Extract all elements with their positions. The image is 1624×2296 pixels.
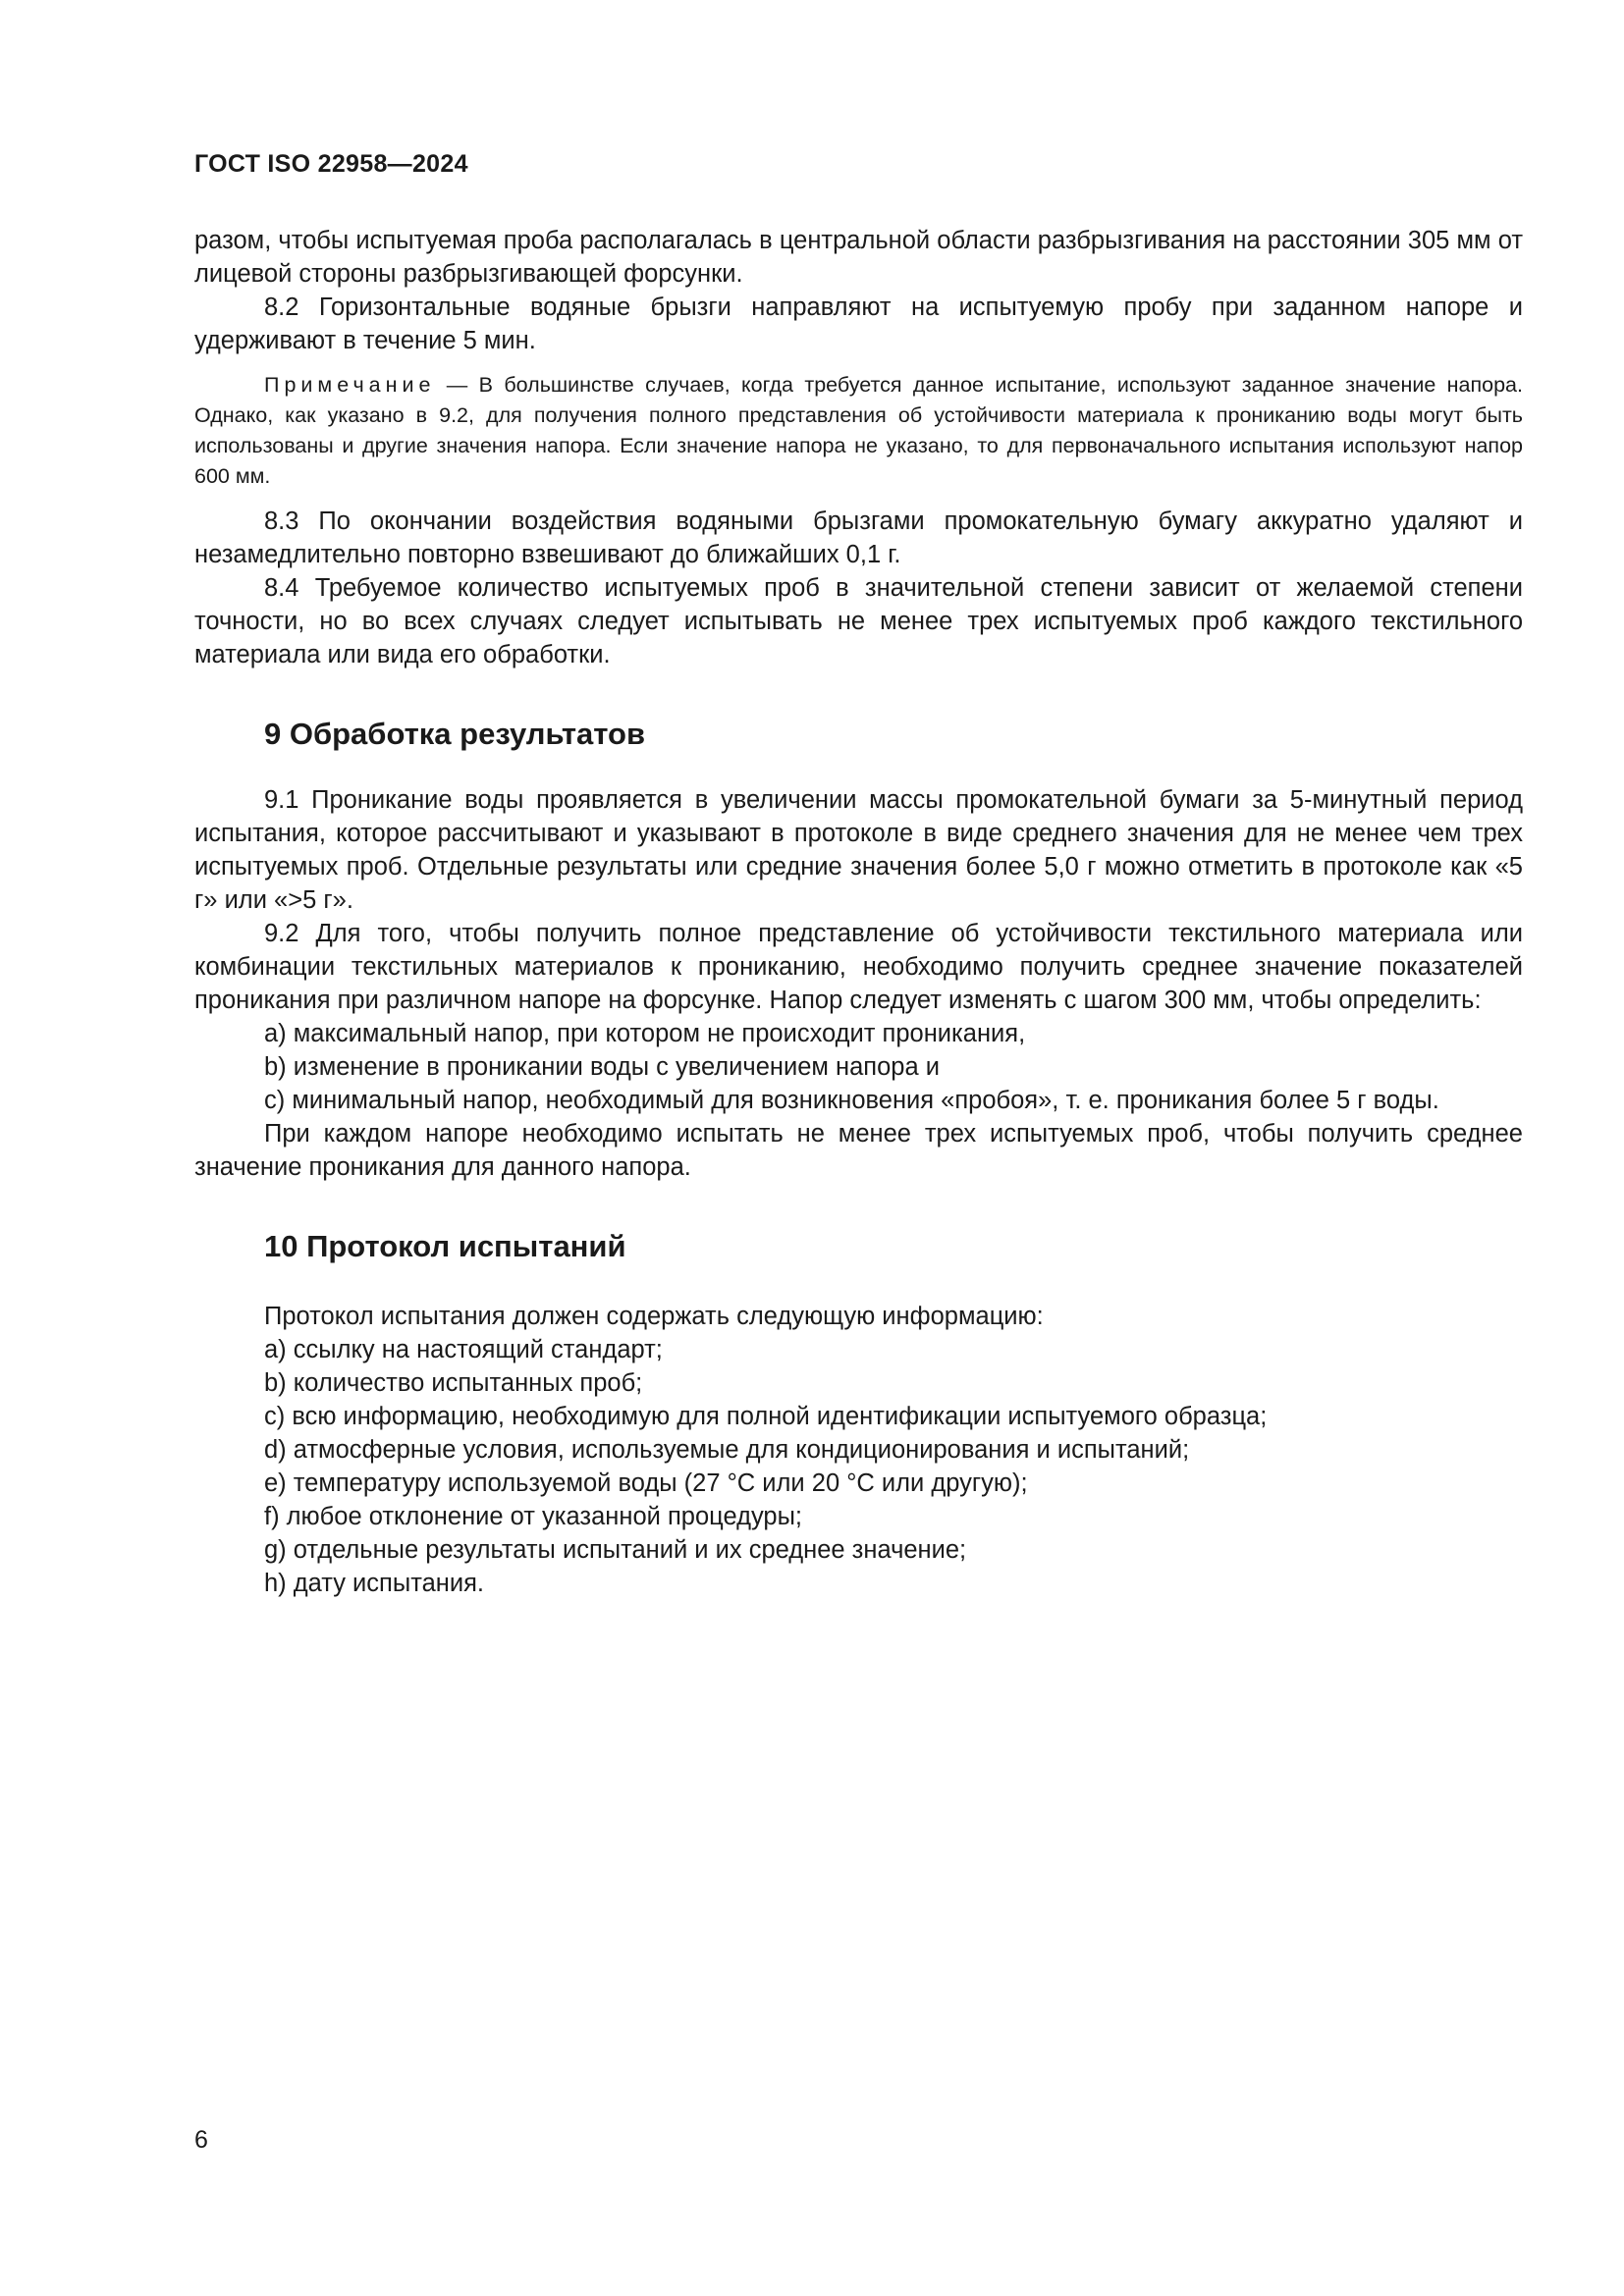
- list-item-10-f: f) любое отклонение от указанной процедуры;: [264, 1503, 803, 1530]
- paragraph-10-intro: Протокол испытания должен содержать следующую информацию:: [264, 1303, 1044, 1330]
- list-item-10-b: b) количество испытанных проб;: [264, 1369, 643, 1397]
- document-header: ГОСТ ISO 22958—2024: [194, 150, 468, 178]
- section8-continuation: разом, чтобы испытуемая проба располагалась в центральной области разбрызгивания на расстоянии 305 мм от лицевой стороны разбрызгивающей форсунки.: [194, 227, 1523, 288]
- document-body: [194, 224, 1523, 1600]
- list-item-10-c: c) всю информацию, необходимую для полной идентификации испытуемого образца;: [264, 1403, 1268, 1430]
- list-item-9-2-b: b) изменение в проникании воды с увеличением напора и: [264, 1053, 940, 1081]
- paragraph-9-final: При каждом напоре необходимо испытать не менее трех испытуемых проб, чтобы получить среднее значение проникания для данного напора.: [194, 1120, 1523, 1181]
- list-item-9-2-c: c) минимальный напор, необходимый для возникновения «пробоя», т. е. проникания более 5 г воды.: [264, 1087, 1439, 1114]
- list-item-10-g: g) отдельные результаты испытаний и их среднее значение;: [264, 1536, 967, 1564]
- list-item-10-d: d) атмосферные условия, используемые для кондиционирования и испытаний;: [264, 1436, 1190, 1464]
- section-9-heading: 9 Обработка результатов: [264, 717, 646, 751]
- list-item-10-a: a) ссылку на настоящий стандарт;: [264, 1336, 663, 1363]
- list-item-10-h: h) дату испытания.: [264, 1570, 484, 1597]
- note-text: — В большинстве случаев, когда требуется данное испытание, используют заданное значение напора. Однако, как указано в 9.2, для получения полного представления об устойчивости материала к прониканию воды могут быть использованы и другие значения напора. Если значение напора не указано, то для первоначального испытания используют напор 600 мм.: [194, 373, 1523, 488]
- note-block: [194, 370, 1523, 492]
- note-label: Примечание: [264, 373, 436, 397]
- paragraph-9-1: 9.1 Проникание воды проявляется в увеличении массы промокательной бумаги за 5-минутный период испытания, которое рассчитывают и указывают в протоколе в виде среднего значения для не менее чем трех испытуемых проб. Отдельные результаты или средние значения более 5,0 г можно отметить в протоколе как «5 г» или «>5 г».: [194, 786, 1523, 914]
- paragraph-9-2: 9.2 Для того, чтобы получить полное представление об устойчивости текстильного материала или комбинации текстильных материалов к прониканию, необходимо получить среднее значение показателей проникания при различном напоре на форсунке. Напор следует изменять с шагом 300 мм, чтобы определить:: [194, 920, 1523, 1014]
- paragraph-8-4: 8.4 Требуемое количество испытуемых проб в значительной степени зависит от желаемой степени точности, но во всех случаях следует испытывать не менее трех испытуемых проб каждого текстильного материала или вида его обработки.: [194, 574, 1523, 668]
- paragraph-8-2: 8.2 Горизонтальные водяные брызги направляют на испытуемую пробу при заданном напоре и удерживают в течение 5 мин.: [194, 294, 1523, 354]
- list-item-10-e: e) температуру используемой воды (27 °С или 20 °С или другую);: [264, 1469, 1028, 1497]
- paragraph-8-3: 8.3 По окончании воздействия водяными брызгами промокательную бумагу аккуратно удаляют и незамедлительно повторно взвешивают до ближайших 0,1 г.: [194, 507, 1523, 568]
- section-10-heading: 10 Протокол испытаний: [264, 1229, 626, 1263]
- list-item-9-2-a: a) максимальный напор, при котором не происходит проникания,: [264, 1020, 1026, 1047]
- page-number: 6: [194, 2126, 208, 2154]
